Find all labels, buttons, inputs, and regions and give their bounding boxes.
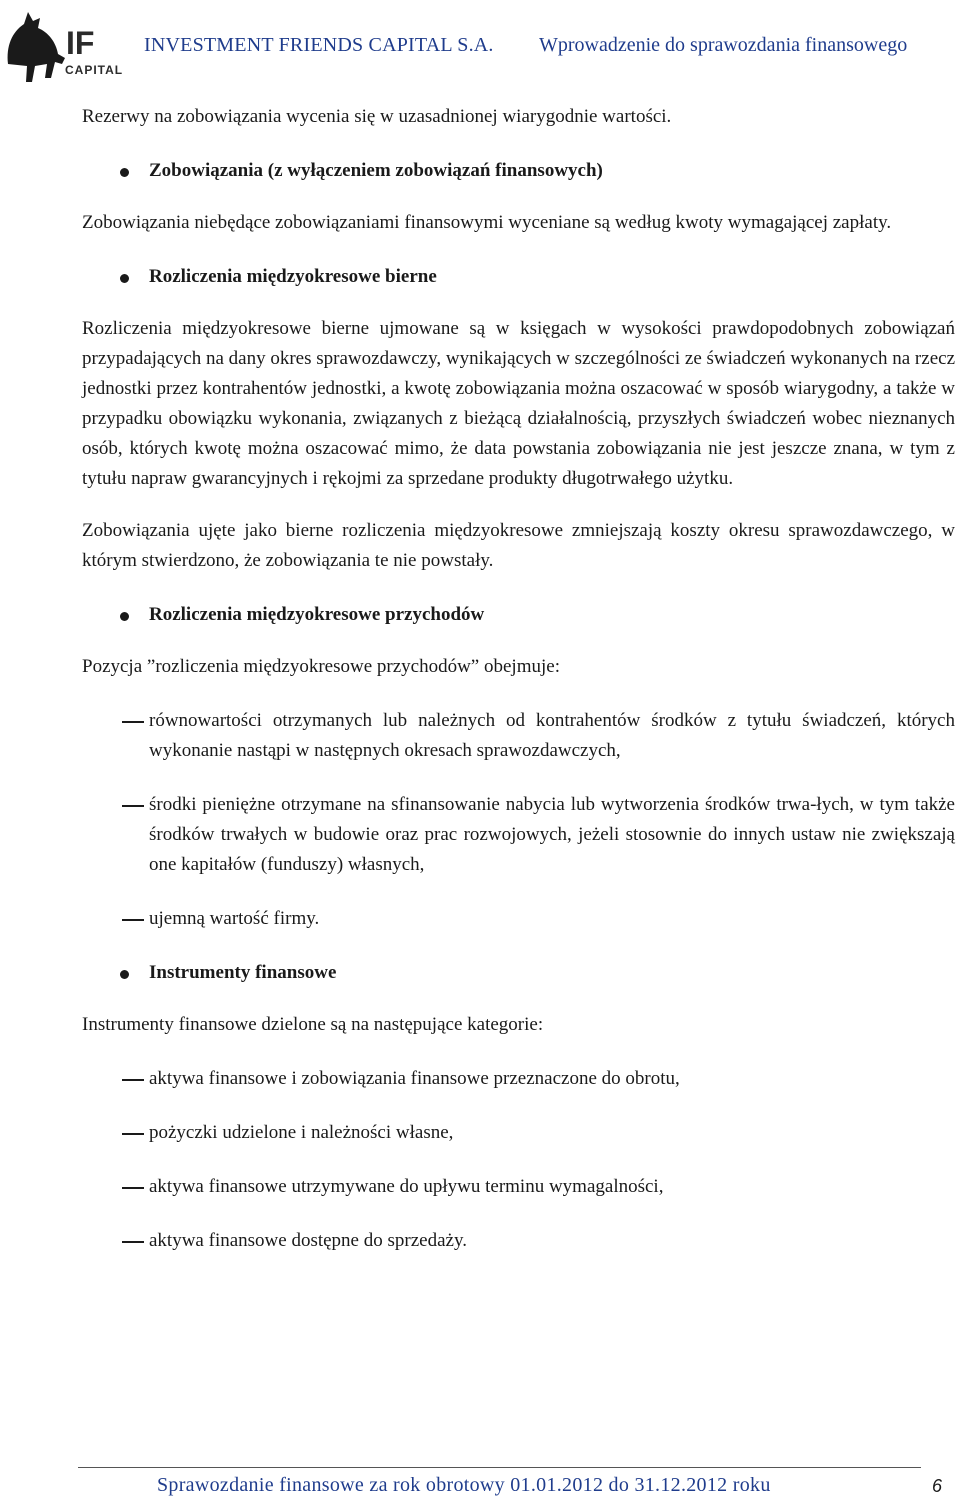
paragraph-rezerwy: Rezerwy na zobowiązania wycenia się w uzasadnionej wiarygodnie wartości.: [82, 106, 672, 127]
if-capital-logo: [2, 2, 126, 88]
heading-instrumenty-finansowe: Instrumenty finansowe: [82, 958, 955, 988]
footer-divider: [78, 1467, 921, 1468]
svg-text:CAPITAL: CAPITAL: [65, 63, 124, 77]
paragraph-zobowiazania: Zobowiązania niebędące zobowiązaniami finansowymi wyceniane są według kwoty wymagającej zapłaty.: [82, 212, 892, 233]
dash-icon: [122, 721, 144, 723]
heading-rozliczenia-bierne: Rozliczenia międzyokresowe bierne: [82, 262, 955, 292]
list-item: pożyczki udzielone i należności własne,: [82, 1118, 955, 1148]
dash-icon: [122, 1133, 144, 1135]
bullet-icon: [120, 274, 129, 283]
dash-icon: [122, 1079, 144, 1081]
list-item: aktywa finansowe utrzymywane do upływu terminu wymagalności,: [82, 1172, 955, 1202]
page-number: 6: [932, 1476, 943, 1496]
list-item: równowartości otrzymanych lub należnych od kontrahentów środków z tytułu świadczeń, których wykonanie nastąpi w następnych okresach sprawozdawczych,: [82, 706, 955, 766]
dash-icon: [122, 805, 144, 807]
list-item: aktywa finansowe dostępne do sprzedaży.: [82, 1226, 955, 1256]
dash-icon: [122, 1187, 144, 1189]
bullet-icon: [120, 970, 129, 979]
list-item: środki pieniężne otrzymane na sfinansowanie nabycia lub wytworzenia środków trwa-łych, w tym także środków trwałych w budowie oraz prac rozwojowych, jeżeli stosownie do innych ustaw nie zwiększają one kapitałów (funduszy) własnych,: [82, 790, 955, 880]
paragraph-rozliczenia-bierne-2: Zobowiązania ujęte jako bierne rozliczenia międzyokresowe zmniejszają koszty okresu sprawozdawczego, w którym stwierdzono, że zobowiązania te nie powstały.: [82, 520, 955, 571]
bullet-icon: [120, 612, 129, 621]
heading-rozliczenia-przychodow: Rozliczenia międzyokresowe przychodów: [82, 600, 955, 630]
paragraph-rozliczenia-bierne-1: Rozliczenia międzyokresowe bierne ujmowane są w księgach w wysokości prawdopodobnych zobowiązań przypadających na dany okres sprawozdawczy, wynikających w szczególności ze świadczeń wykonanych na rzecz jednostki przez kontrahentów jednostki, a kwotę zobowiązania można oszacować w sposób wiarygodny, a także w przypadku obowiązku wykonania, związanych z bieżącą działalnością, przyszłych świadczeń wobec nieznanych osób, których kwotę można oszacować mimo, że data powstania zobowiązania nie jest jeszcze znana, w tym z tytułu napraw gwarancyjnych i rękojmi za sprzedane produkty długotrwałego użytku.: [82, 318, 955, 489]
footer-text: Sprawozdanie finansowe za rok obrotowy 01.01.2012 do 31.12.2012 roku: [157, 1474, 771, 1496]
bullet-icon: [120, 168, 129, 177]
svg-text:IF: IF: [66, 25, 95, 61]
header-document-title: Wprowadzenie do sprawozdania finansowego: [539, 34, 908, 56]
heading-zobowiazania: Zobowiązania (z wyłączeniem zobowiązań finansowych): [82, 156, 955, 186]
paragraph-instrumenty-intro: Instrumenty finansowe dzielone są na następujące kategorie:: [82, 1014, 544, 1035]
dash-icon: [122, 1241, 144, 1243]
dash-icon: [122, 919, 144, 921]
list-item: aktywa finansowe i zobowiązania finansowe przeznaczone do obrotu,: [82, 1064, 955, 1094]
list-item: ujemną wartość firmy.: [82, 904, 955, 934]
page-header: [0, 0, 960, 90]
page-content: [82, 102, 955, 1256]
paragraph-rozliczenia-przychodow-intro: Pozycja ”rozliczenia międzyokresowe przychodów” obejmuje:: [82, 656, 560, 677]
header-company-name: INVESTMENT FRIENDS CAPITAL S.A.: [144, 34, 494, 56]
